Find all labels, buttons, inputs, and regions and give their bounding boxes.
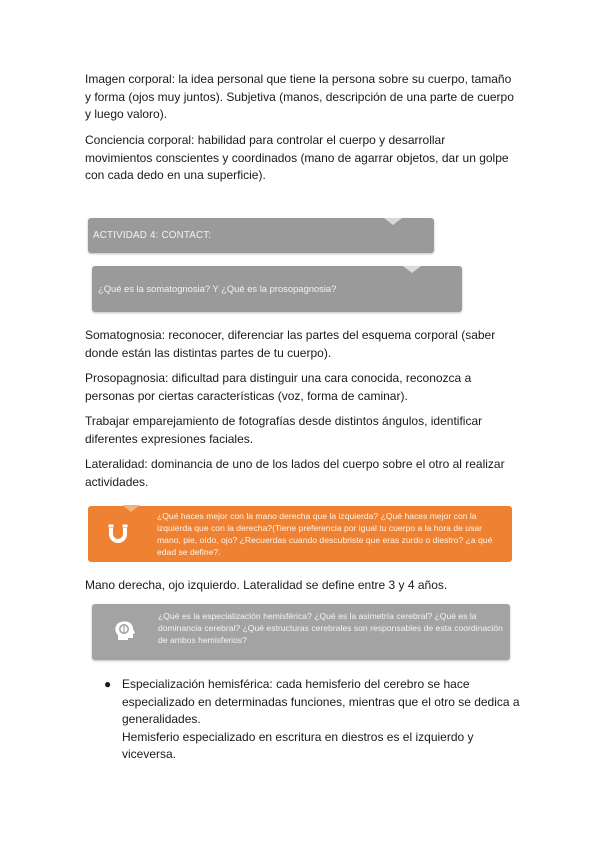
lateralidad-question-text: ¿Qué haces mejor con la mano derecha que la izquierda? ¿Qué haces mejor con la izquierda que con la derecha?(Tiene preferencia por igual tu cuerpo a la hora de usar mano, pie, oído, ojo? ¿Recuerdas cuando descubriste que eras zurdo o diestro? ¿a qué edad se define?. bbox=[157, 511, 493, 557]
paragraph-prosopagnosia: Prosopagnosia: dificultad para distinguir una cara conocida, reconozca a personas por ciertas características (voz, forma de caminar). bbox=[85, 371, 472, 403]
box-notch bbox=[384, 218, 402, 225]
activity-question: ¿Qué es la somatognosia? Y ¿Qué es la prosopagnosia? bbox=[98, 283, 337, 294]
paragraph-mano-derecha: Mano derecha, ojo izquierdo. Lateralidad se define entre 3 y 4 años. bbox=[85, 578, 448, 592]
paragraph-somatognosia: Somatognosia: reconocer, diferenciar las partes del esquema corporal (saber donde están las distintas partes de tu cuerpo). bbox=[85, 328, 496, 360]
bullet-marker: ● bbox=[104, 677, 112, 691]
bullet-list bbox=[104, 676, 524, 764]
hemisferios-question-box bbox=[92, 604, 510, 660]
paragraph-lateralidad: Lateralidad: dominancia de uno de los lados del cuerpo sobre el otro al realizar actividades. bbox=[85, 457, 505, 489]
lateralidad-question-box bbox=[88, 506, 512, 562]
bullet-text-hemisferio: Hemisferio especializado en escritura en diestros es el izquierdo y viceversa. bbox=[122, 729, 474, 761]
brain-head-icon bbox=[112, 618, 138, 644]
list-item bbox=[104, 676, 524, 764]
paragraph-imagen-corporal: Imagen corporal: la idea personal que tiene la persona sobre su cuerpo, tamaño y forma (ojos muy juntos). Subjetiva (manos, descripción de una parte de cuerpo y luego valoro). bbox=[85, 72, 514, 121]
activity-question-box bbox=[92, 266, 462, 312]
box-notch bbox=[122, 505, 140, 512]
activity-title: ACTIVIDAD 4: CONTACT: bbox=[93, 230, 212, 241]
magnet-icon bbox=[103, 519, 133, 549]
hemisferios-question-text: ¿Qué es la especialización hemisférica? ¿Qué es la asimetría cerebral? ¿Qué es la dominancia cerebral? ¿Qué estructuras cerebrales son responsables de esta coordinación de ambos hemisferios? bbox=[158, 611, 503, 645]
bullet-text-especializacion: Especialización hemisférica: cada hemisferio del cerebro se hace especializado en determinadas funciones, mientras que el otro se dedica a generalidades. bbox=[122, 677, 520, 726]
paragraph-trabajar: Trabajar emparejamiento de fotografías desde distintos ángulos, identificar diferentes expresiones faciales. bbox=[85, 414, 483, 446]
box-notch bbox=[403, 266, 421, 273]
paragraph-conciencia-corporal: Conciencia corporal: habilidad para controlar el cuerpo y desarrollar movimientos conscientes y coordinados (mano de agarrar objetos, dar un golpe con cada dedo en una superficie). bbox=[85, 133, 509, 182]
activity-title-box bbox=[88, 218, 434, 253]
